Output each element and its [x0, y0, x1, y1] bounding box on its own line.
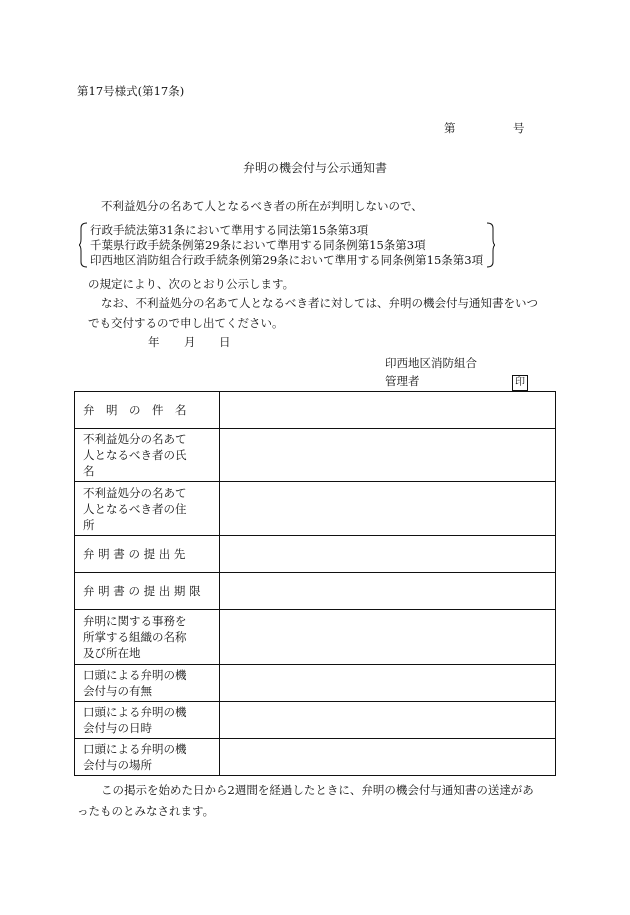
legal-basis-block [79, 222, 495, 268]
row-value[interactable] [220, 739, 556, 776]
seal-mark: 印 [512, 375, 528, 391]
row-label-line: 弁 明 書 の 提 出 期 限 [83, 584, 201, 598]
date-day: 日 [219, 335, 231, 349]
table-row [75, 739, 556, 776]
row-value[interactable] [220, 665, 556, 702]
table-row [75, 429, 556, 482]
row-label [75, 702, 220, 739]
table-row [75, 702, 556, 739]
row-label [75, 429, 220, 482]
table-row [75, 482, 556, 536]
row-label-line: 不利益処分の名あて [83, 485, 187, 500]
closing-line2: ったものとみなされます。 [77, 804, 215, 818]
issuer-organization: 印西地区消防組合 [385, 356, 477, 370]
row-label-line: 及び所在地 [83, 646, 141, 660]
row-label [75, 573, 220, 610]
row-value[interactable] [220, 573, 556, 610]
notice-table [74, 391, 556, 776]
row-value[interactable] [220, 429, 556, 482]
paragraph-publication: の規定により、次のとおり公示します。 [88, 277, 295, 291]
row-label [75, 482, 220, 536]
intro-text: 不利益処分の名あて人となるべき者の所在が判明しないので、 [101, 199, 423, 213]
issuer-title: 管理者 [385, 374, 420, 388]
row-label-line: 会付与の有無 [83, 684, 152, 698]
row-label-line: 所 [83, 517, 95, 532]
row-label [75, 610, 220, 665]
date-year: 年 [148, 335, 160, 349]
form-number: 第17号様式(第17条) [77, 84, 185, 98]
row-label-line: 会付与の日時 [83, 721, 152, 735]
row-label-line: 不利益処分の名あて [83, 432, 187, 446]
row-label-line: 会付与の場所 [83, 758, 152, 772]
row-label [75, 536, 220, 573]
row-value[interactable] [220, 392, 556, 429]
document-number-suffix: 号 [513, 121, 525, 135]
table-row [75, 665, 556, 702]
legal-basis-item: 行政手続法第31条において準用する同法第15条第3項 [90, 223, 369, 237]
table-row [75, 392, 556, 429]
paragraph-notice-line2: でも交付するので申し出てください。 [88, 316, 284, 330]
date-month: 月 [184, 335, 196, 349]
row-value[interactable] [220, 536, 556, 573]
row-value[interactable] [220, 482, 556, 536]
document-title: 弁明の機会付与公示通知書 [243, 161, 388, 175]
row-label-line: 弁 明 書 の 提 出 先 [83, 547, 186, 561]
row-label-line: 所掌する組織の名称 [83, 630, 187, 644]
row-label-line: 口頭による弁明の機 [83, 668, 187, 682]
table-row [75, 536, 556, 573]
row-label-line: 名 [83, 464, 95, 478]
row-value[interactable] [220, 702, 556, 739]
table-row [75, 573, 556, 610]
paragraph-notice-line1: なお、不利益処分の名あて人となるべき者に対しては、弁明の機会付与通知書をいつ [101, 296, 538, 310]
legal-basis-item: 印西地区消防組合行政手続条例第29条において準用する同条例第15条第3項 [90, 253, 484, 267]
closing-line1: この掲示を始めた日から2週間を経過したときに、弁明の機会付与通知書の送達があ [101, 783, 534, 797]
table-row [75, 610, 556, 665]
row-label-line: 弁 明 の 件 名 [83, 403, 187, 417]
row-label-line: 人となるべき者の氏 [83, 448, 187, 462]
row-label-line: 弁明に関する事務を [83, 614, 187, 628]
row-label [75, 392, 220, 429]
row-label-line: 人となるべき者の住 [83, 501, 187, 516]
document-number-prefix: 第 [444, 121, 456, 135]
row-label [75, 739, 220, 776]
row-label [75, 665, 220, 702]
row-value[interactable] [220, 610, 556, 665]
row-label-line: 口頭による弁明の機 [83, 742, 187, 756]
legal-basis-item: 千葉県行政手続条例第29条において準用する同条例第15条第3項 [90, 238, 426, 252]
row-label-line: 口頭による弁明の機 [83, 705, 187, 719]
